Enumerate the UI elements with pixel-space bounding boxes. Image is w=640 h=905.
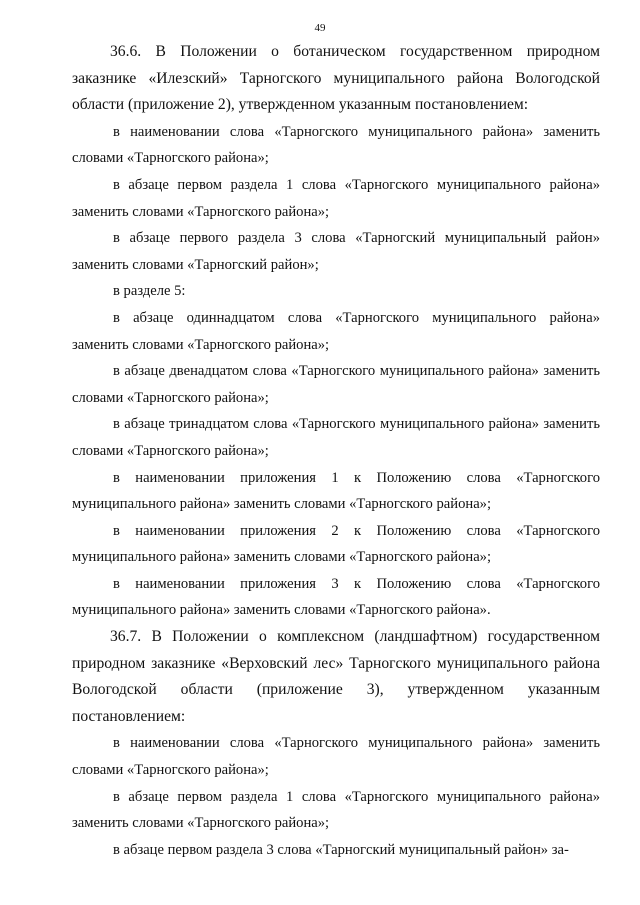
paragraph-item: в наименовании приложения 2 к Положению слова «Тарногского муниципального района» заменить словами «Тарногского района»;: [72, 522, 600, 566]
document-body: [72, 39, 600, 863]
paragraph-item: в наименовании слова «Тарногского муниципального района» заменить словами «Тарногского района»;: [72, 123, 600, 167]
paragraph-item: в абзаце одиннадцатом слова «Тарногского муниципального района» заменить словами «Тарногского района»;: [72, 309, 600, 353]
paragraph-item: в абзаце первом раздела 3 слова «Тарногский муниципальный район» за-: [113, 841, 569, 858]
section-36-7: 36.7. В Положении о комплексном (ландшафтном) государственном природном заказнике «Верховский лес» Тарногского муниципального района Вологодской области (приложение 3), утвержденном указанным постановлением:: [72, 628, 600, 725]
paragraph-item: в разделе 5:: [113, 283, 186, 300]
paragraph-item: в наименовании приложения 1 к Положению слова «Тарногского муниципального района» заменить словами «Тарногского района»;: [72, 469, 600, 513]
paragraph-item: в абзаце первого раздела 3 слова «Тарногский муниципальный район» заменить словами «Тарногский район»;: [72, 230, 600, 273]
paragraph-item: в абзаце первом раздела 1 слова «Тарногского муниципального района» заменить словами «Тарногского района»;: [72, 788, 600, 832]
page-number: 49: [314, 22, 326, 34]
paragraph-item: в абзаце тринадцатом слова «Тарногского муниципального района» заменить словами «Тарногского района»;: [72, 416, 600, 459]
paragraph-item: в наименовании слова «Тарногского муниципального района» заменить словами «Тарногского района»;: [72, 735, 600, 779]
paragraph-item: в абзаце первом раздела 1 слова «Тарногского муниципального района» заменить словами «Тарногского района»;: [72, 176, 600, 220]
paragraph-item: в абзаце двенадцатом слова «Тарногского муниципального района» заменить словами «Тарногского района»;: [72, 363, 600, 406]
paragraph-item: в наименовании приложения 3 к Положению слова «Тарногского муниципального района» заменить словами «Тарногского района».: [72, 575, 600, 619]
section-36-6: 36.6. В Положении о ботаническом государственном природном заказнике «Илезский» Тарногского муниципального района Вологодской области (приложение 2), утвержденном указанным постановлением:: [72, 43, 600, 114]
